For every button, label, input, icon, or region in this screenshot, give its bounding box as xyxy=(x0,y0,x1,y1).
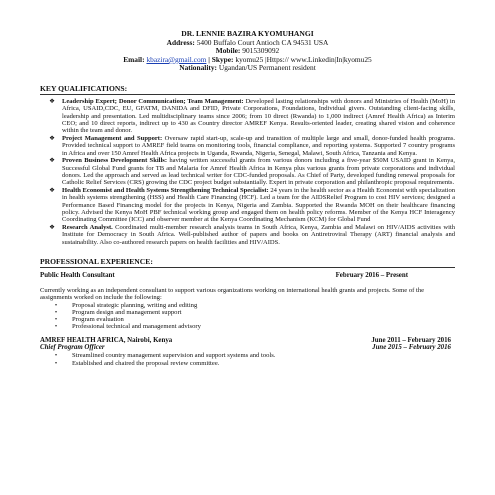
key-qualifications-heading: KEY QUALIFICATIONS: xyxy=(40,83,128,93)
linkedin-value: |Https:// www.Linkedin|In|kyomu25 xyxy=(265,54,372,64)
candidate-name: DR. LENNIE BAZIRA KYOMUHANGI xyxy=(181,29,314,38)
diamond-bullet-icon: ❖ xyxy=(49,224,55,232)
qualification-lead: Leadership Expert; Donor Communication; Team Management: xyxy=(62,97,244,105)
resume-header xyxy=(40,30,455,73)
qualification-text: having written successful grants from various donors including a five-year $50M USAID grant in Kenya, Successful Global Fund grants for TB and Malaria for Amref Health Africa in Kenya plus various grants from private corporations and individual donors. Led the approach and served as lead technical writer for CDC-funded proposals. As Chief of Party, developed funding renewal proposals for Catholic Relief Services (CRS) growing the CDC project budget substantially. Expert in private corporation and philanthropic proposal requirements. xyxy=(62,157,455,187)
role-title: Chief Program Officer xyxy=(40,344,105,352)
bullet-icon: • xyxy=(54,352,58,360)
qualification-item xyxy=(40,224,455,246)
qualification-lead: Project Management and Support: xyxy=(62,134,163,142)
list-item: • Established and chaired the proposal review committee. xyxy=(40,360,455,367)
qualification-lead: Research Analyst. xyxy=(62,224,113,232)
diamond-bullet-icon: ❖ xyxy=(49,134,55,142)
qualification-item xyxy=(40,135,455,157)
professional-experience-heading: PROFESSIONAL EXPERIENCE: xyxy=(40,256,153,266)
qualification-lead: Health Economist and Health Systems Strengthening Technical Specialist: xyxy=(62,187,269,195)
job-header xyxy=(40,272,455,280)
address-label: Address: xyxy=(166,37,195,47)
list-item: • Program evaluation xyxy=(40,316,455,323)
bullet-icon: • xyxy=(54,359,58,367)
email-label: Email: xyxy=(123,54,145,64)
email-link[interactable]: kbazira@gmail.com xyxy=(146,54,207,64)
nationality-label: Nationality: xyxy=(179,63,218,73)
mobile-label: Mobile: xyxy=(215,46,241,56)
address-value: 5400 Buffalo Court Antioch CA 94531 USA xyxy=(196,37,329,47)
qualification-lead: Proven Business Development Skills: xyxy=(62,157,168,165)
list-item: • Professional technical and management advisory xyxy=(40,323,455,330)
employer-name: AMREF HEALTH AFRICA, Nairobi, Kenya xyxy=(40,336,173,344)
nationality-line xyxy=(40,64,455,73)
role-dates: June 2015 – February 2016 xyxy=(372,344,451,352)
mobile-value: 9015309092 xyxy=(242,46,280,56)
job-title: Public Health Consultant xyxy=(40,271,115,279)
employer-header xyxy=(40,337,455,345)
list-item: • Program design and management support xyxy=(40,309,455,316)
bullet-icon: • xyxy=(54,308,58,316)
qualification-text: 24 years in the health sector as a Health Economist with specialization in health systems strengthening (HSS) and Health Care Financing (HCF). Led a team for the AIDSRelief Program to cost HIV services; designed a Performance Based Financing model for the projects in Kenya, Nigeria and Zambia. Supported the Rwanda MOH on their healthcare financing policy. Advised the Kenya MoH PBF technical working group and engaged them on health policy reforms. Member of the Kenya HCF Interagency Coordinating Committee (ICC) and observer member at the Kenya Coordinating Mechanism (KCM) for Global Fund xyxy=(62,187,455,224)
section-divider xyxy=(40,94,455,95)
nationality-value: Ugandan/US Permanent resident xyxy=(218,63,316,73)
job-intro: Currently working as an independent consultant to support various organizations working on international health grants and projects. Some of the assignments worked on include the following: xyxy=(40,286,425,302)
qualification-item xyxy=(40,187,455,223)
role-header xyxy=(40,344,455,352)
list-item: • Streamlined country management supervision and support systems and tools. xyxy=(40,352,455,359)
qualification-text: Coordinated multi-member research analysis teams in South Africa, Kenya, Zambia and Malawi on HIV/AIDS activities with Institute for Democracy in South Africa. Well-published author of papers and books on Antiretroviral Therapy (ART) financial analysis and sustainability. Also co-authored research papers on health facilities and HIV/AIDS. xyxy=(62,224,455,246)
diamond-bullet-icon: ❖ xyxy=(49,187,55,195)
diamond-bullet-icon: ❖ xyxy=(49,97,55,105)
section-divider xyxy=(40,267,455,268)
qualification-item xyxy=(40,157,455,186)
qualification-item xyxy=(40,98,455,134)
qualification-text: Developed lasting relationships with donors and Ministries of Health (MoH) in Africa, USAID,CDC, EU, GFATM, DANIDA and DFID, Private Corporations, Foundations, Individual givers. Outstanding client-facing skills, leadership and presentation. Led multidisciplinary teams since 2006; from 10 direct (Rwanda) to 1,000 indirect (Amref Health Africa) as Interim CEO; and 10 direct reports, indirect up to 430 as Country director AMREF Kenya. Results-oriented leader, creating shared vision and coherence within the team and donor. xyxy=(62,97,455,135)
bullet-icon: • xyxy=(54,316,58,324)
bullet-icon: • xyxy=(54,323,58,331)
skype-value: kyomu25 xyxy=(235,54,264,64)
qualification-text: Oversaw rapid start-up, scale-up and transition of multiple large and small, donor-funded health programs. Provided technical support to AMREF field teams on monitoring tools, financial compliance, and reporting systems. Supported 7 country programs in Africa and over 150 Amref Health Africa projects in Uganda, Rwanda, Nigeria, Senegal, Malawi, South Africa, Tanzania and Kenya. xyxy=(62,134,456,157)
qualifications-list xyxy=(40,98,455,246)
role-bullet-list xyxy=(40,352,455,367)
list-item: • Proposal strategic planning, writing and editing xyxy=(40,302,455,309)
job-dates: February 2016 – Present xyxy=(335,271,408,279)
employer-dates: June 2011 – February 2016 xyxy=(371,336,451,344)
skype-separator: | Skype: xyxy=(208,54,234,64)
bullet-icon: • xyxy=(54,301,58,309)
job-bullet-list xyxy=(40,302,455,331)
diamond-bullet-icon: ❖ xyxy=(49,157,55,165)
